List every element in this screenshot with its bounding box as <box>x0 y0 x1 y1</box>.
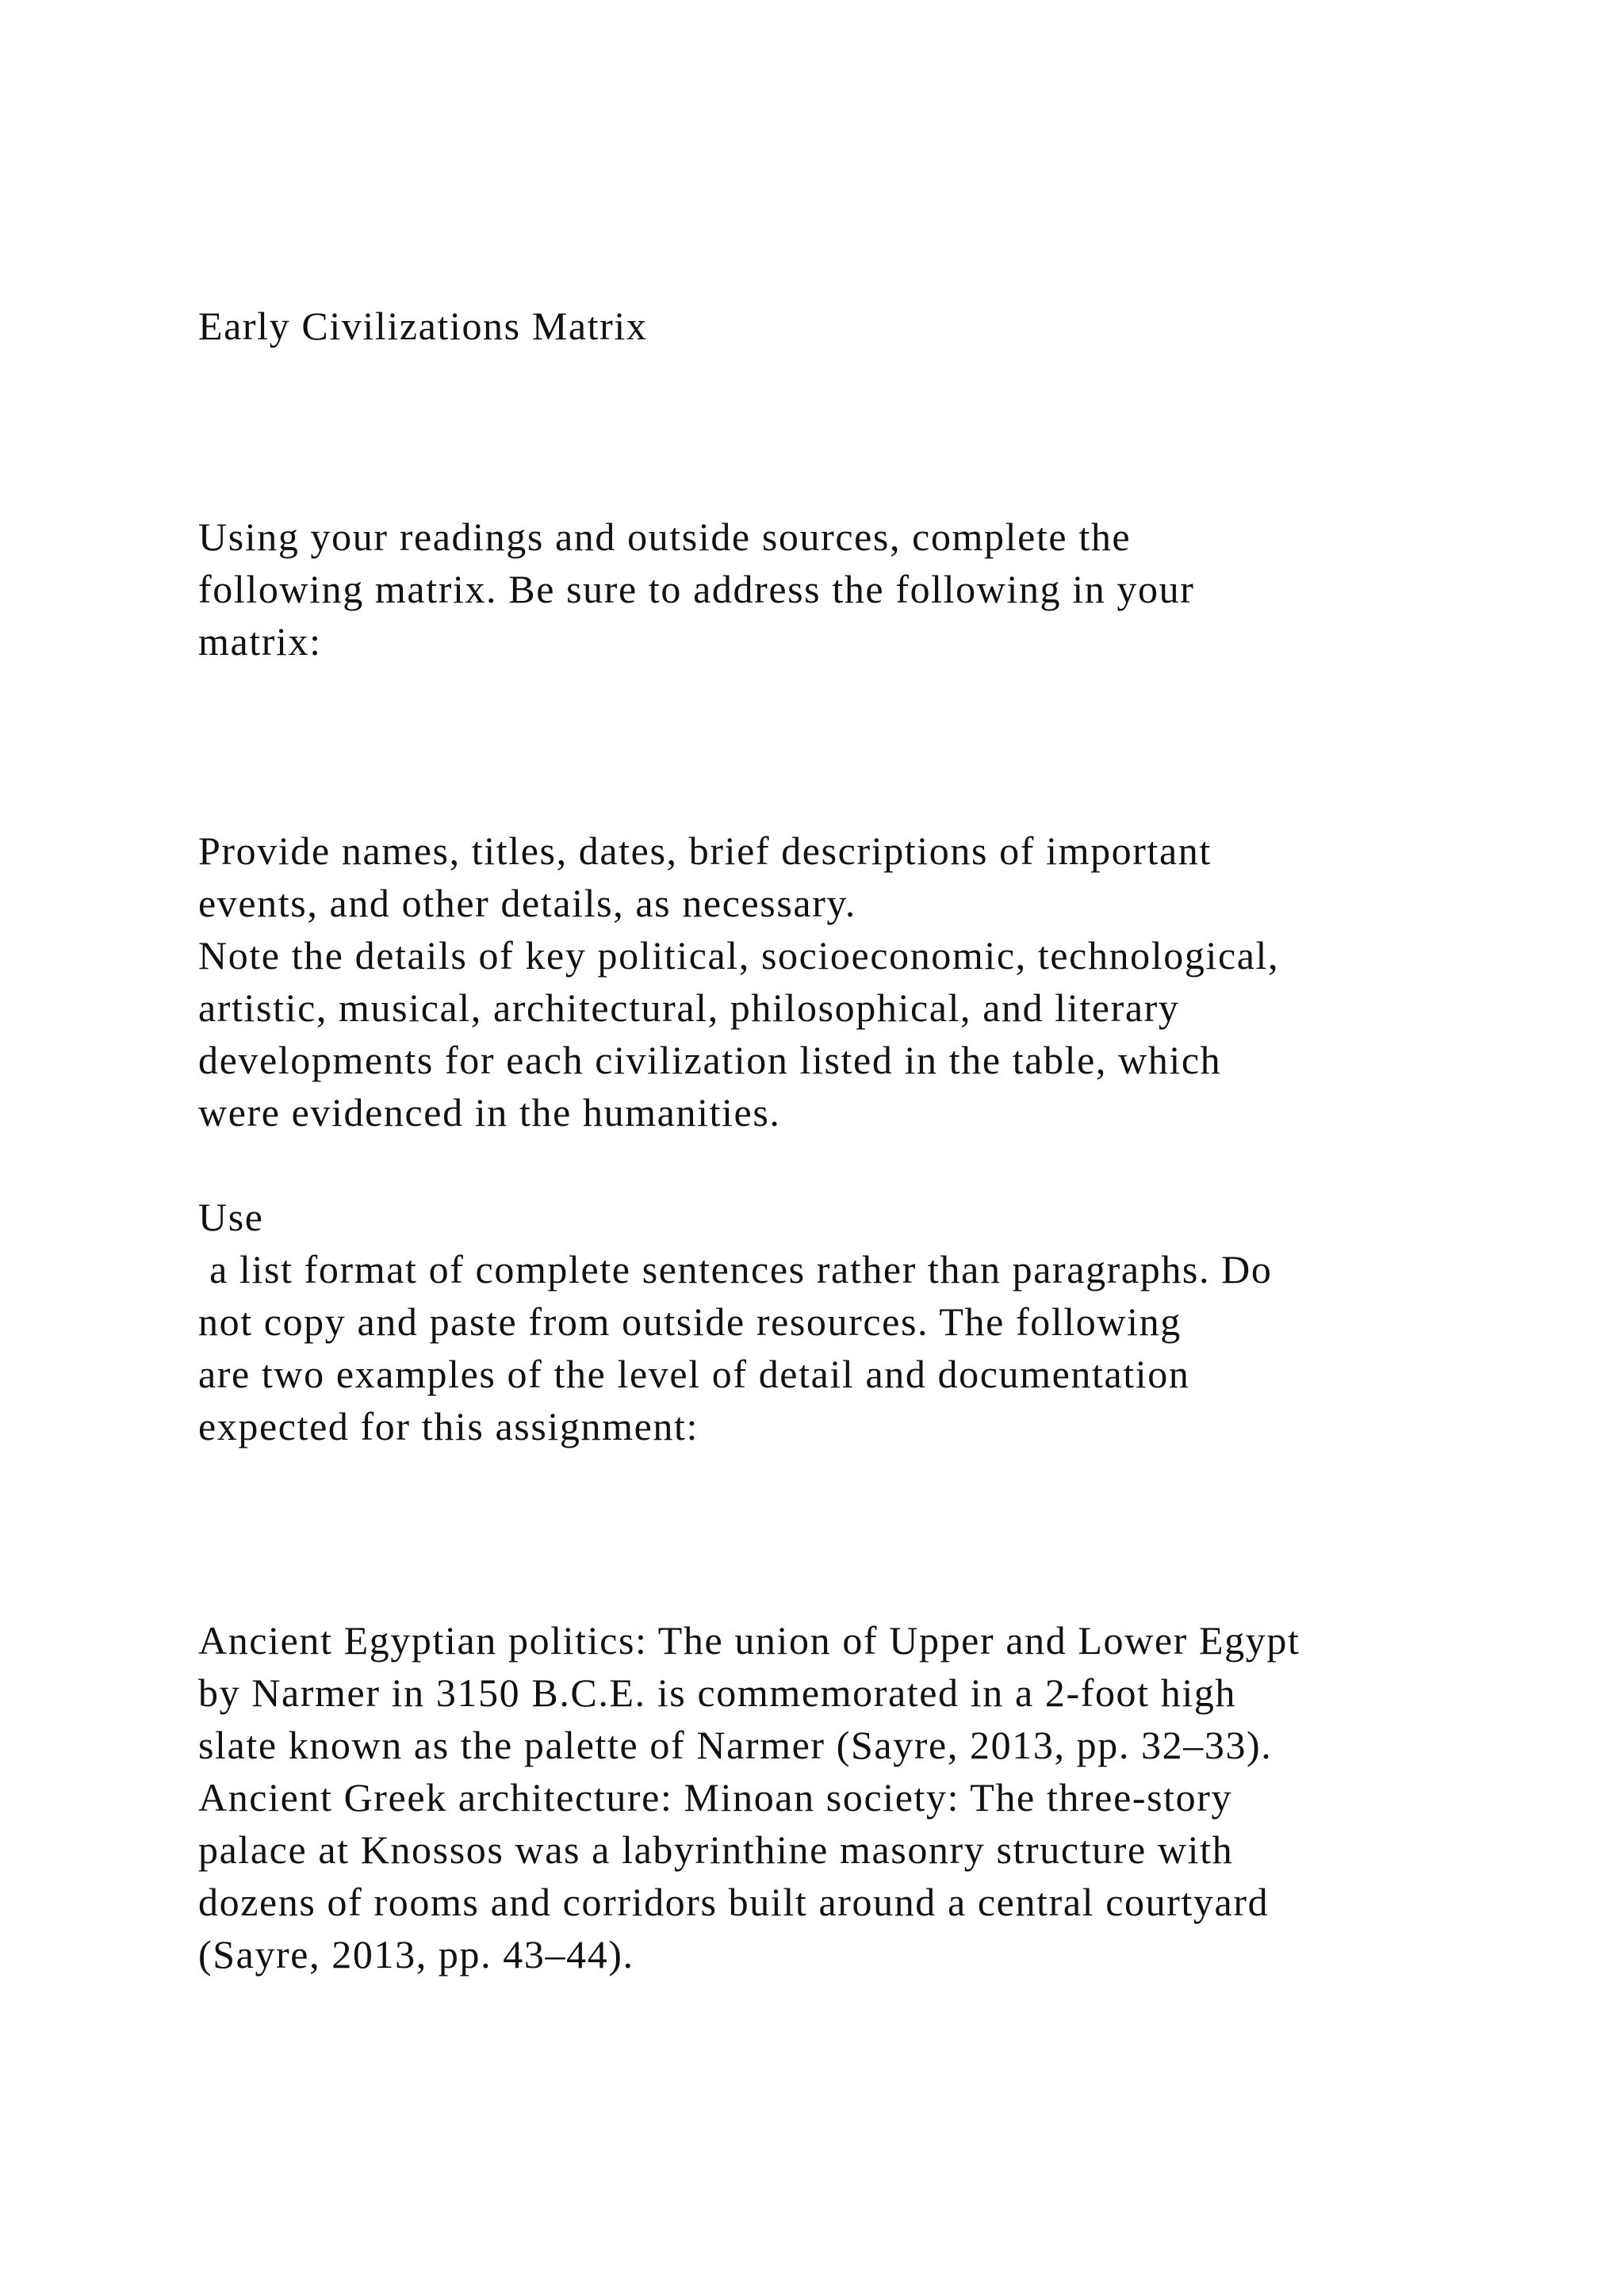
intro-paragraph <box>198 511 1546 668</box>
instruction-line: Use <box>198 1195 264 1239</box>
example-line: Ancient Greek architecture: Minoan society: The three-story <box>198 1775 1233 1820</box>
example-line: by Narmer in 3150 B.C.E. is commemorated in a 2-foot high <box>198 1670 1237 1715</box>
instruction-line: are two examples of the level of detail and documentation <box>198 1352 1190 1396</box>
instructions-section <box>198 825 1546 1452</box>
example-line: palace at Knossos was a labyrinthine masonry structure with <box>198 1827 1234 1872</box>
intro-line: Using your readings and outside sources, complete the <box>198 515 1132 559</box>
instruction-line: expected for this assignment: <box>198 1404 699 1448</box>
instruction-line: Note the details of key political, socioeconomic, technological, <box>198 933 1280 978</box>
intro-line: following matrix. Be sure to address the following in your <box>198 567 1195 611</box>
example-line: dozens of rooms and corridors built around a central courtyard <box>198 1880 1270 1924</box>
instruction-line: Provide names, titles, dates, brief descriptions of important <box>198 828 1212 873</box>
document-title <box>198 300 1546 352</box>
instruction-line: developments for each civilization listed in the table, which <box>198 1038 1222 1082</box>
example-line: slate known as the palette of Narmer (Sayre, 2013, pp. 32–33). <box>198 1723 1273 1767</box>
examples-section <box>198 1614 1546 1980</box>
intro-line: matrix: <box>198 619 322 664</box>
example-line: (Sayre, 2013, pp. 43–44). <box>198 1932 634 1976</box>
instruction-line: not copy and paste from outside resources. The following <box>198 1299 1182 1344</box>
blank-line <box>198 1138 1546 1191</box>
instruction-line: were evidenced in the humanities. <box>198 1090 781 1135</box>
instruction-line: events, and other details, as necessary. <box>198 881 856 925</box>
title-text: Early Civilizations Matrix <box>198 304 648 348</box>
example-line: Ancient Egyptian politics: The union of Upper and Lower Egypt <box>198 1618 1300 1663</box>
instruction-line: artistic, musical, architectural, philosophical, and literary <box>198 985 1180 1030</box>
instruction-line: a list format of complete sentences rather than paragraphs. Do <box>198 1247 1273 1292</box>
